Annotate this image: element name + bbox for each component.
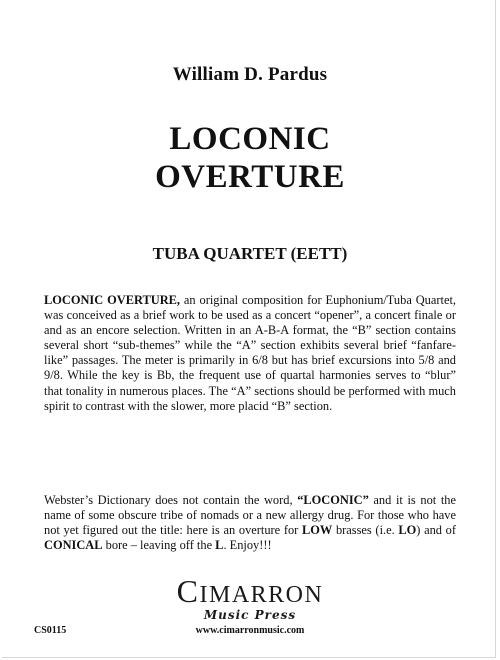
description-lead: LOCONIC OVERTURE, [44, 293, 181, 307]
explanation-text-3: brasses (i.e. [332, 523, 399, 538]
explanation-text-5: bore – leaving off the [102, 538, 216, 553]
logo-wordmark [0, 573, 500, 609]
explanation-text-1: Webster’s Dictionary does not contain the word, [44, 493, 298, 507]
composer-name: William D. Pardus [172, 64, 328, 85]
catalog-number: CS0115 [34, 625, 67, 636]
explanation-bold-4: CONICAL [44, 538, 103, 553]
description-paragraph [44, 293, 456, 414]
explanation-text-2: and it is not the name of some obscure tribe of nomads or a new allergy drug. For those who have not yet figured out the title: here is an overture for [44, 493, 456, 538]
explanation-bold-3: LO [398, 523, 417, 538]
explanation-bold-1: “LOCONIC” [297, 493, 369, 507]
explanation-bold-2: LOW [301, 523, 333, 538]
logo-initial: C [176, 573, 200, 609]
explanation-bold-5: L [215, 538, 224, 553]
description-body: an original composition for Euphonium/Tuba Quartet, was conceived as a brief work to be used as a concert “opener”, a concert finale or and as an encore selection. Written in an A-B-A format, the “B” section contains several short “sub-themes” while the “A” section exhibits several brief “fanfare-like” passages. The meter is primarily in 6/8 but has brief excursions into 5/8 and 9/8. While the key is Bb, the frequent use of quartal harmonies serves to “blur” that tonality in numerous places. The “A” sections should be performed with much spirit to contrast with the slower, more placid “B” section. [44, 293, 456, 413]
logo-rest: IMARRON [199, 582, 324, 608]
logo-subtitle: Music Press [203, 608, 297, 622]
explanation-text-4: ) and of [416, 523, 457, 538]
publisher-logo [0, 573, 500, 622]
piece-title [0, 120, 500, 196]
instrumentation-subtitle: TUBA QUARTET (EETT) [152, 244, 348, 263]
explanation-text-6: . Enjoy!!! [223, 538, 272, 553]
title-explanation-paragraph [44, 493, 456, 553]
publisher-website: www.cimarronmusic.com [195, 625, 305, 636]
title-line-1: LOCONIC [169, 121, 331, 157]
title-line-2: OVERTURE [155, 159, 345, 195]
